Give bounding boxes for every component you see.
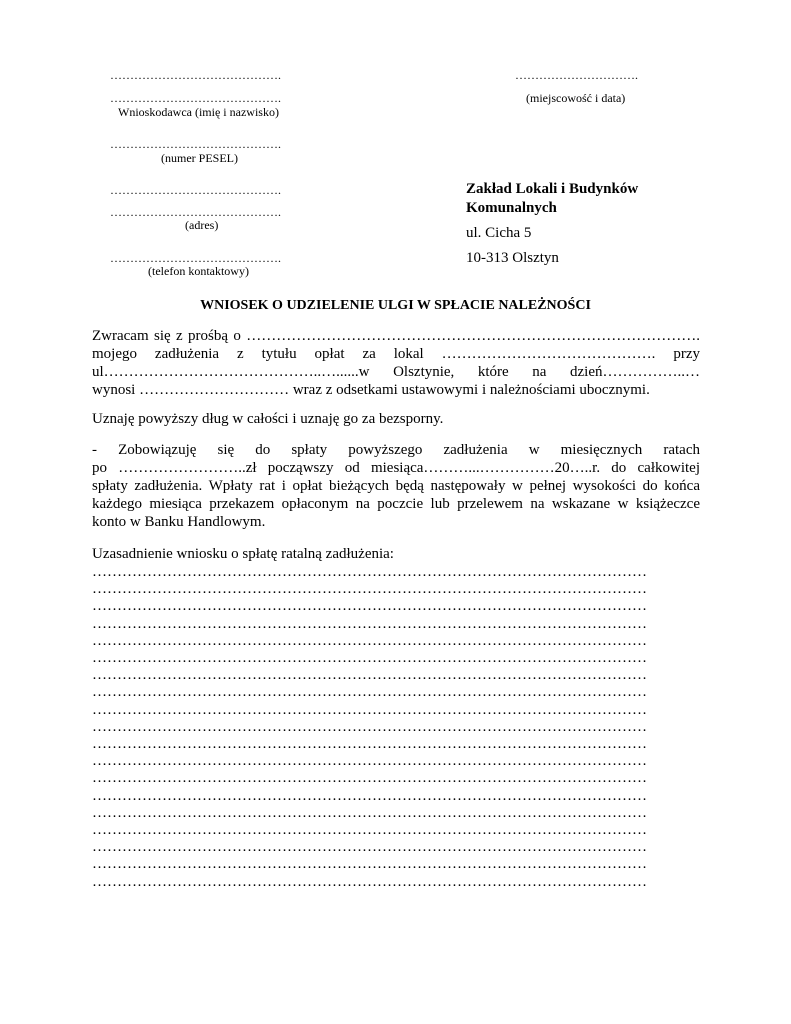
applicant-name-dots-1[interactable]: ……………………………………. [110,68,281,82]
justification-line[interactable]: ………………………………………………………………………………………………… [92,684,647,701]
justification-line[interactable]: ………………………………………………………………………………………………… [92,770,647,787]
justification-line[interactable]: ………………………………………………………………………………………………… [92,804,647,821]
justification-line[interactable]: ………………………………………………………………………………………………… [92,615,647,632]
pesel-caption: (numer PESEL) [161,151,238,165]
justification-line[interactable]: ………………………………………………………………………………………………… [92,718,647,735]
justification-label: Uzasadnienie wniosku o spłatę ratalną zadłużenia: [92,546,394,562]
recipient-city: 10-313 Olsztyn [466,250,559,266]
justification-line[interactable]: ………………………………………………………………………………………………… [92,839,647,856]
justification-line[interactable]: ………………………………………………………………………………………………… [92,598,647,615]
justification-line[interactable]: ………………………………………………………………………………………………… [92,787,647,804]
address-dots-1[interactable]: ……………………………………. [110,183,281,197]
justification-line[interactable]: ………………………………………………………………………………………………… [92,564,647,580]
document-title: WNIOSEK O UDZIELENIE ULGI W SPŁACIE NALEŻNOŚCI [200,298,591,313]
justification-line[interactable]: ………………………………………………………………………………………………… [92,581,647,598]
phone-dots[interactable]: ……………………………………. [110,251,281,265]
request-line-1[interactable]: Zwracam się z prośbą o ………………………………………………………………………………. [92,328,700,344]
place-date-dots[interactable]: …………………………. [515,68,638,82]
justification-line[interactable]: ………………………………………………………………………………………………… [92,873,647,890]
request-line-3[interactable]: ul……………………………………..…......w Olsztynie, które na dzień……………..… [92,364,700,380]
installment-line-5: konto w Banku Handlowym. [92,514,266,530]
justification-line[interactable]: ………………………………………………………………………………………………… [92,822,647,838]
request-line-4[interactable]: wynosi ………………………… wraz z odsetkami ustawowymi i należnościami ubocznymi. [92,382,650,398]
installment-paragraph [92,441,700,531]
phone-caption: (telefon kontaktowy) [148,264,249,278]
recipient-street: ul. Cicha 5 [466,225,532,241]
recipient-name-line2: Komunalnych [466,200,557,216]
address-dots-2[interactable]: ……………………………………. [110,205,281,219]
request-paragraph [92,327,700,399]
installment-line-3: spłaty zadłużenia. Wpłaty rat i opłat bieżących będą następowały w pełnej wysokości do końca [92,478,700,494]
justification-line[interactable]: ………………………………………………………………………………………………… [92,701,647,718]
address-caption: (adres) [185,218,219,232]
justification-line[interactable]: ………………………………………………………………………………………………… [92,753,647,770]
acknowledgement-text: Uznaję powyższy dług w całości i uznaję go za bezsporny. [92,411,444,427]
applicant-name-dots-2[interactable]: ……………………………………. [110,91,281,105]
pesel-dots[interactable]: ……………………………………. [110,137,281,151]
request-line-2[interactable]: mojego zadłużenia z tytułu opłat za lokal ……………………………………. przy [92,346,700,362]
justification-line[interactable]: ………………………………………………………………………………………………… [92,632,647,649]
installment-line-1: - Zobowiązuję się do spłaty powyższego zadłużenia w miesięcznych ratach [92,442,700,458]
justification-line[interactable]: ………………………………………………………………………………………………… [92,667,647,684]
acknowledgement-paragraph [92,410,700,428]
justification-line[interactable]: ………………………………………………………………………………………………… [92,856,647,873]
justification-line[interactable]: ………………………………………………………………………………………………… [92,650,647,666]
installment-line-2[interactable]: po ……………………..zł począwszy od miesiąca………...……………20…..r. do całkowitej [92,460,700,476]
justification-line[interactable]: ………………………………………………………………………………………………… [92,736,647,752]
place-date-caption: (miejscowość i data) [526,91,626,105]
installment-line-4: każdego miesiąca przekazem opłaconym na poczcie lub przelewem na wskazane w książeczce [92,496,700,512]
applicant-name-caption: Wnioskodawca (imię i nazwisko) [118,105,279,119]
recipient-name-line1: Zakład Lokali i Budynków [466,181,639,197]
